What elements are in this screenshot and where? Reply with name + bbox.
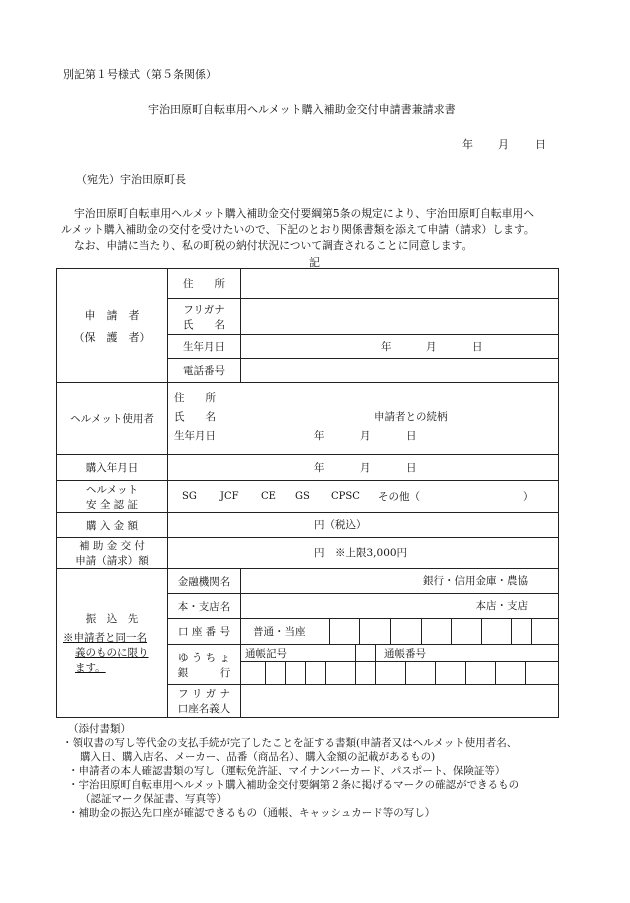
applicant-guardian-label: （保 護 者） [73, 330, 151, 344]
helmet-user-month: 月 [360, 430, 371, 442]
account-holder-field[interactable] [241, 685, 559, 718]
subsidy-amount-field[interactable] [168, 538, 559, 569]
safety-option-sg[interactable]: SG [182, 491, 197, 502]
applicant-phone-field[interactable] [241, 359, 559, 383]
safety-option-ce[interactable]: CE [261, 491, 276, 502]
applicant-address-label: 住 所 [168, 269, 241, 299]
subsidy-amount-unit: 円 ※上限3,000円 [314, 547, 408, 559]
addressee: （宛先）宇治田原町長 [76, 173, 186, 186]
safety-option-other[interactable]: その他（ [378, 491, 420, 503]
transfer-label-cell [57, 569, 168, 718]
account-type[interactable]: 普通・当座 [253, 626, 306, 638]
body-line-2: ルメット購入補助金の交付を受けたいので、下記のとおり関係書類を添えて申請（請求）します。 [61, 223, 535, 236]
applicant-birth-field[interactable] [241, 335, 559, 359]
purchase-date-year: 年 [314, 462, 325, 474]
applicant-address-field[interactable] [241, 269, 559, 299]
purchase-date-field[interactable] [168, 455, 559, 481]
applicant-phone-label: 電話番号 [168, 359, 241, 383]
bank-name-label: 金融機関名 [168, 569, 241, 594]
attachment-item-3a: ・宇治田原町自転車用ヘルメット購入補助金交付要綱第２条に掲げるマークの確認ができるもの [68, 779, 520, 791]
purchase-date-month: 月 [360, 462, 371, 474]
helmet-user-name: 氏 名 [174, 411, 216, 423]
applicant-birth-month: 月 [426, 341, 437, 353]
applicant-birth-label: 生年月日 [168, 335, 241, 359]
bank-name-field[interactable] [241, 569, 559, 594]
branch-name-label: 本・支店名 [168, 594, 241, 619]
applicant-name-text: 氏 名 [183, 318, 225, 331]
purchase-date-day: 日 [406, 462, 417, 474]
transfer-note-1: ※申請者と同一名 [63, 632, 147, 644]
transfer-note-3: ます。 [75, 662, 106, 674]
account-holder-label [168, 685, 241, 718]
applicant-name-field[interactable] [241, 299, 559, 335]
form-number: 別記第１号様式（第５条関係） [63, 68, 217, 81]
attachment-item-1a: ・領収書の写し等代金の支払手続が完了したことを証する書類(申請者又はヘルメット使用者名、 [62, 737, 518, 749]
applicant-label: 申 請 者 [84, 308, 140, 322]
attachment-item-2: ・申請者の本人確認書類の写し（運転免許証、マイナンバーカード、パスポート、保険証等） [68, 765, 506, 777]
purchase-amount-label: 購 入 金 額 [57, 513, 168, 538]
applicant-label-cell [57, 269, 168, 383]
purchase-date-label: 購入年月日 [57, 455, 168, 481]
bank-name-types: 銀行・信用金庫・農協 [423, 575, 528, 587]
account-number-label: 口 座 番 号 [168, 619, 241, 645]
attachment-item-4: ・補助金の振込先口座が確認できるもの（通帳、キャッシュカード等の写し） [68, 807, 436, 819]
safety-label-1: ヘルメット [85, 483, 139, 496]
subsidy-label-2: 申請（請求）額 [75, 555, 149, 567]
passbook-symbol-label: 通帳記号 [245, 648, 287, 660]
applicant-name-label [168, 299, 241, 335]
applicant-birth-day: 日 [472, 341, 483, 353]
transfer-note [57, 630, 167, 675]
yucho-label [168, 645, 241, 685]
body-line-1: 宇治田原町自転車用ヘルメット購入補助金交付要綱第5条の規定により、宇治田原町自転車用ヘ [74, 207, 535, 220]
passbook-number-label: 通帳番号 [384, 648, 426, 660]
attachments-heading: （添付書類） [68, 723, 131, 735]
helmet-user-year: 年 [314, 430, 325, 442]
account-holder-label-1: フ リ ガ ナ [177, 688, 230, 700]
account-number-field[interactable] [241, 619, 559, 645]
date-year: 年 [462, 138, 473, 151]
body-line-3: なお、申請に当たり、私の町税の納付状況について調査されることに同意します。 [74, 239, 473, 252]
helmet-user-address: 住 所 [174, 392, 216, 404]
date-day: 日 [535, 138, 546, 151]
branch-name-field[interactable] [241, 594, 559, 619]
yucho-label-1: ゆ う ち ょ [177, 651, 230, 664]
yucho-label-2: 銀 行 [177, 666, 231, 679]
safety-label-cell [57, 481, 168, 513]
application-table [56, 268, 559, 718]
subsidy-label-1: 補 助 金 交 付 [79, 540, 145, 552]
helmet-user-birth: 生年月日 [174, 430, 216, 442]
transfer-label: 振 込 先 [85, 613, 139, 625]
safety-option-jcf[interactable]: JCF [220, 491, 239, 502]
date-month: 月 [498, 138, 509, 151]
purchase-amount-field[interactable] [168, 513, 559, 538]
account-holder-label-2: 口座名義人 [177, 703, 231, 715]
applicant-furigana-label: フリガナ [183, 303, 225, 316]
helmet-user-field[interactable] [168, 383, 559, 455]
branch-name-types: 本店・支店 [475, 600, 528, 612]
safety-option-other-close: ） [523, 491, 534, 503]
helmet-user-label: ヘルメット使用者 [57, 383, 168, 455]
helmet-user-relation: 申請者との続柄 [374, 411, 448, 423]
purchase-amount-unit: 円（税込） [314, 519, 367, 531]
safety-option-gs[interactable]: GS [295, 491, 310, 502]
safety-label-2: 安 全 認 証 [85, 498, 138, 511]
yucho-field[interactable] [241, 645, 559, 685]
subsidy-label-cell [57, 538, 168, 569]
safety-option-cpsc[interactable]: CPSC [331, 491, 360, 502]
safety-options-field[interactable] [168, 481, 559, 513]
form-title: 宇治田原町自転車用ヘルメット購入補助金交付申請書兼請求書 [148, 103, 456, 116]
helmet-user-day: 日 [406, 430, 417, 442]
attachment-item-3b: （認証マーク保証書、写真等） [80, 793, 227, 805]
transfer-note-2: 義のものに限り [75, 647, 149, 659]
attachment-item-1b: 購入日、購入店名、メーカー、品番（商品名）、購入金額の記載があるもの) [80, 751, 436, 763]
applicant-birth-year: 年 [381, 341, 392, 353]
ki-label: 記 [309, 256, 320, 269]
